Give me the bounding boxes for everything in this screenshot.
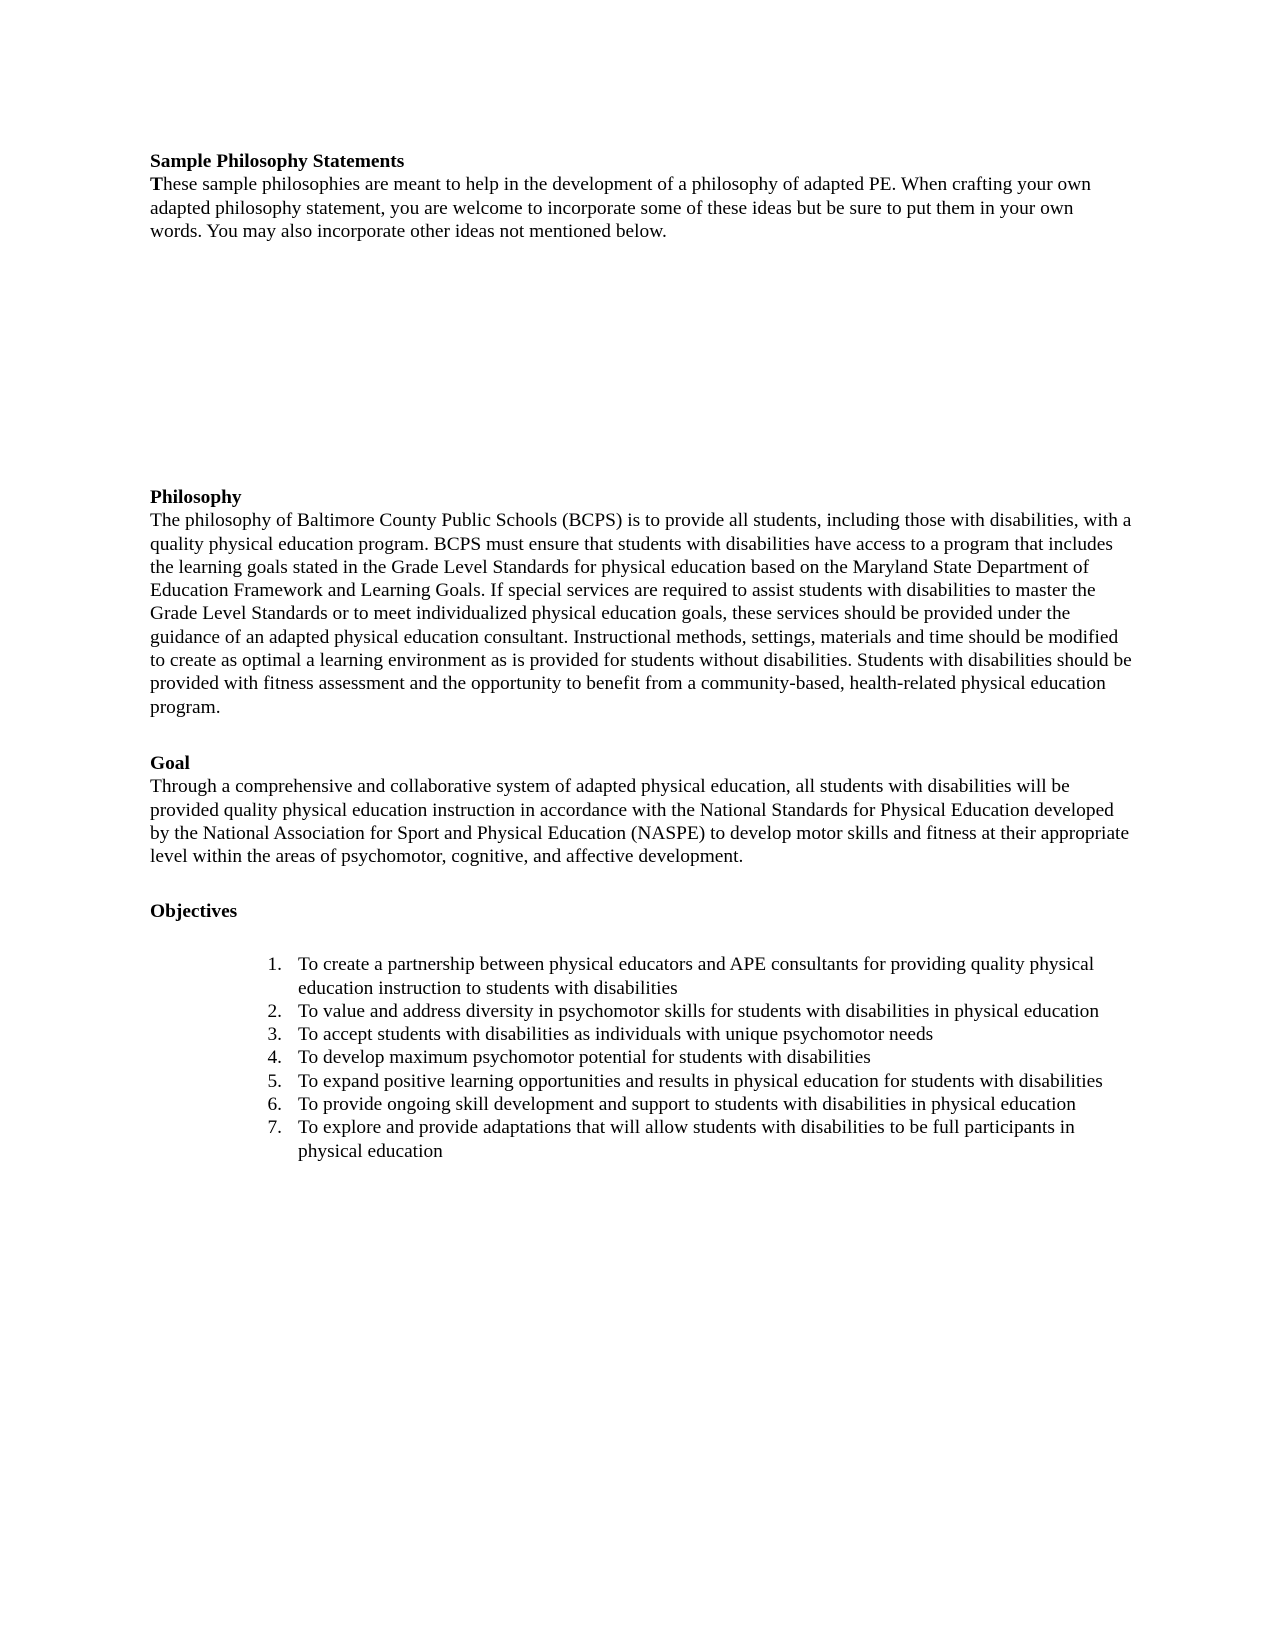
objective-number: 3.: [267, 1024, 282, 1046]
philosophy-heading: Philosophy: [150, 487, 242, 508]
goal-paragraph: Through a comprehensive and collaborative system of adapted physical education, all students with disabilities will be provided quality physical education instruction in accordance with the National Standards for Physical Education developed by the National Association for Sport and Physical Education (NASPE) to develop motor skills and fitness at their appropriate level within the areas of psychomotor, cognitive, and affective development.: [150, 776, 1130, 868]
intro-drop-letter: T: [150, 174, 163, 196]
objective-text: To develop maximum psychomotor potential for students with disabilities: [298, 1047, 871, 1069]
objective-item: [258, 1116, 1118, 1163]
intro-section: [150, 150, 1130, 243]
intro-text: hese sample philosophies are meant to help in the development of a philosophy of adapted PE. When crafting your own adapted philosophy statement, you are welcome to incorporate some of these ideas but be sure to put them in your own words. You may also incorporate other ideas not mentioned below.: [150, 174, 1091, 242]
objective-text: To accept students with disabilities as individuals with unique psychomotor needs: [298, 1024, 934, 1046]
philosophy-paragraph: The philosophy of Baltimore County Public Schools (BCPS) is to provide all students, including those with disabilities, with a quality physical education program. BCPS must ensure that students with disabilities have access to a program that includes the learning goals stated in the Grade Level Standards for physical education based on the Maryland State Department of Education Framework and Learning Goals. If special services are required to assist students with disabilities to master the Grade Level Standards or to meet individualized physical education goals, these services should be provided under the guidance of an adapted physical education consultant. Instructional methods, settings, materials and time should be modified to create as optimal a learning environment as is provided for students without disabilities. Students with disabilities should be provided with fitness assessment and the opportunity to benefit from a community-based, health-related physical education program.: [150, 510, 1132, 718]
goal-section: [150, 752, 1135, 868]
objective-item: [258, 1046, 1118, 1069]
philosophy-section: [150, 486, 1135, 719]
objective-text: To provide ongoing skill development and support to students with disabilities in physical education: [298, 1094, 1076, 1116]
objective-number: 2.: [267, 1000, 282, 1022]
objective-text: To explore and provide adaptations that will allow students with disabilities to be full participants in physical education: [298, 1117, 1075, 1162]
objective-item: [258, 1093, 1118, 1116]
objective-number: 4.: [267, 1047, 282, 1069]
objective-number: 1.: [267, 954, 282, 976]
intro-paragraph: [150, 173, 1130, 243]
objective-item: [258, 1000, 1118, 1023]
objectives-heading: Objectives: [150, 901, 238, 922]
objective-number: 5.: [267, 1070, 282, 1092]
objectives-list: [150, 953, 1135, 1163]
objective-item: [258, 1023, 1118, 1046]
objective-item: [258, 953, 1118, 1000]
goal-heading: Goal: [150, 753, 190, 774]
objectives-section: [150, 900, 1135, 1163]
document-title: Sample Philosophy Statements: [150, 151, 405, 172]
objective-text: To value and address diversity in psychomotor skills for students with disabilities in physical education: [298, 1000, 1100, 1022]
objective-text: To create a partnership between physical educators and APE consultants for providing quality physical education instruction to students with disabilities: [298, 954, 1095, 999]
objective-number: 6.: [267, 1094, 282, 1116]
objective-text: To expand positive learning opportunities and results in physical education for students with disabilities: [298, 1070, 1103, 1092]
objective-number: 7.: [267, 1117, 282, 1139]
objective-item: [258, 1070, 1118, 1093]
